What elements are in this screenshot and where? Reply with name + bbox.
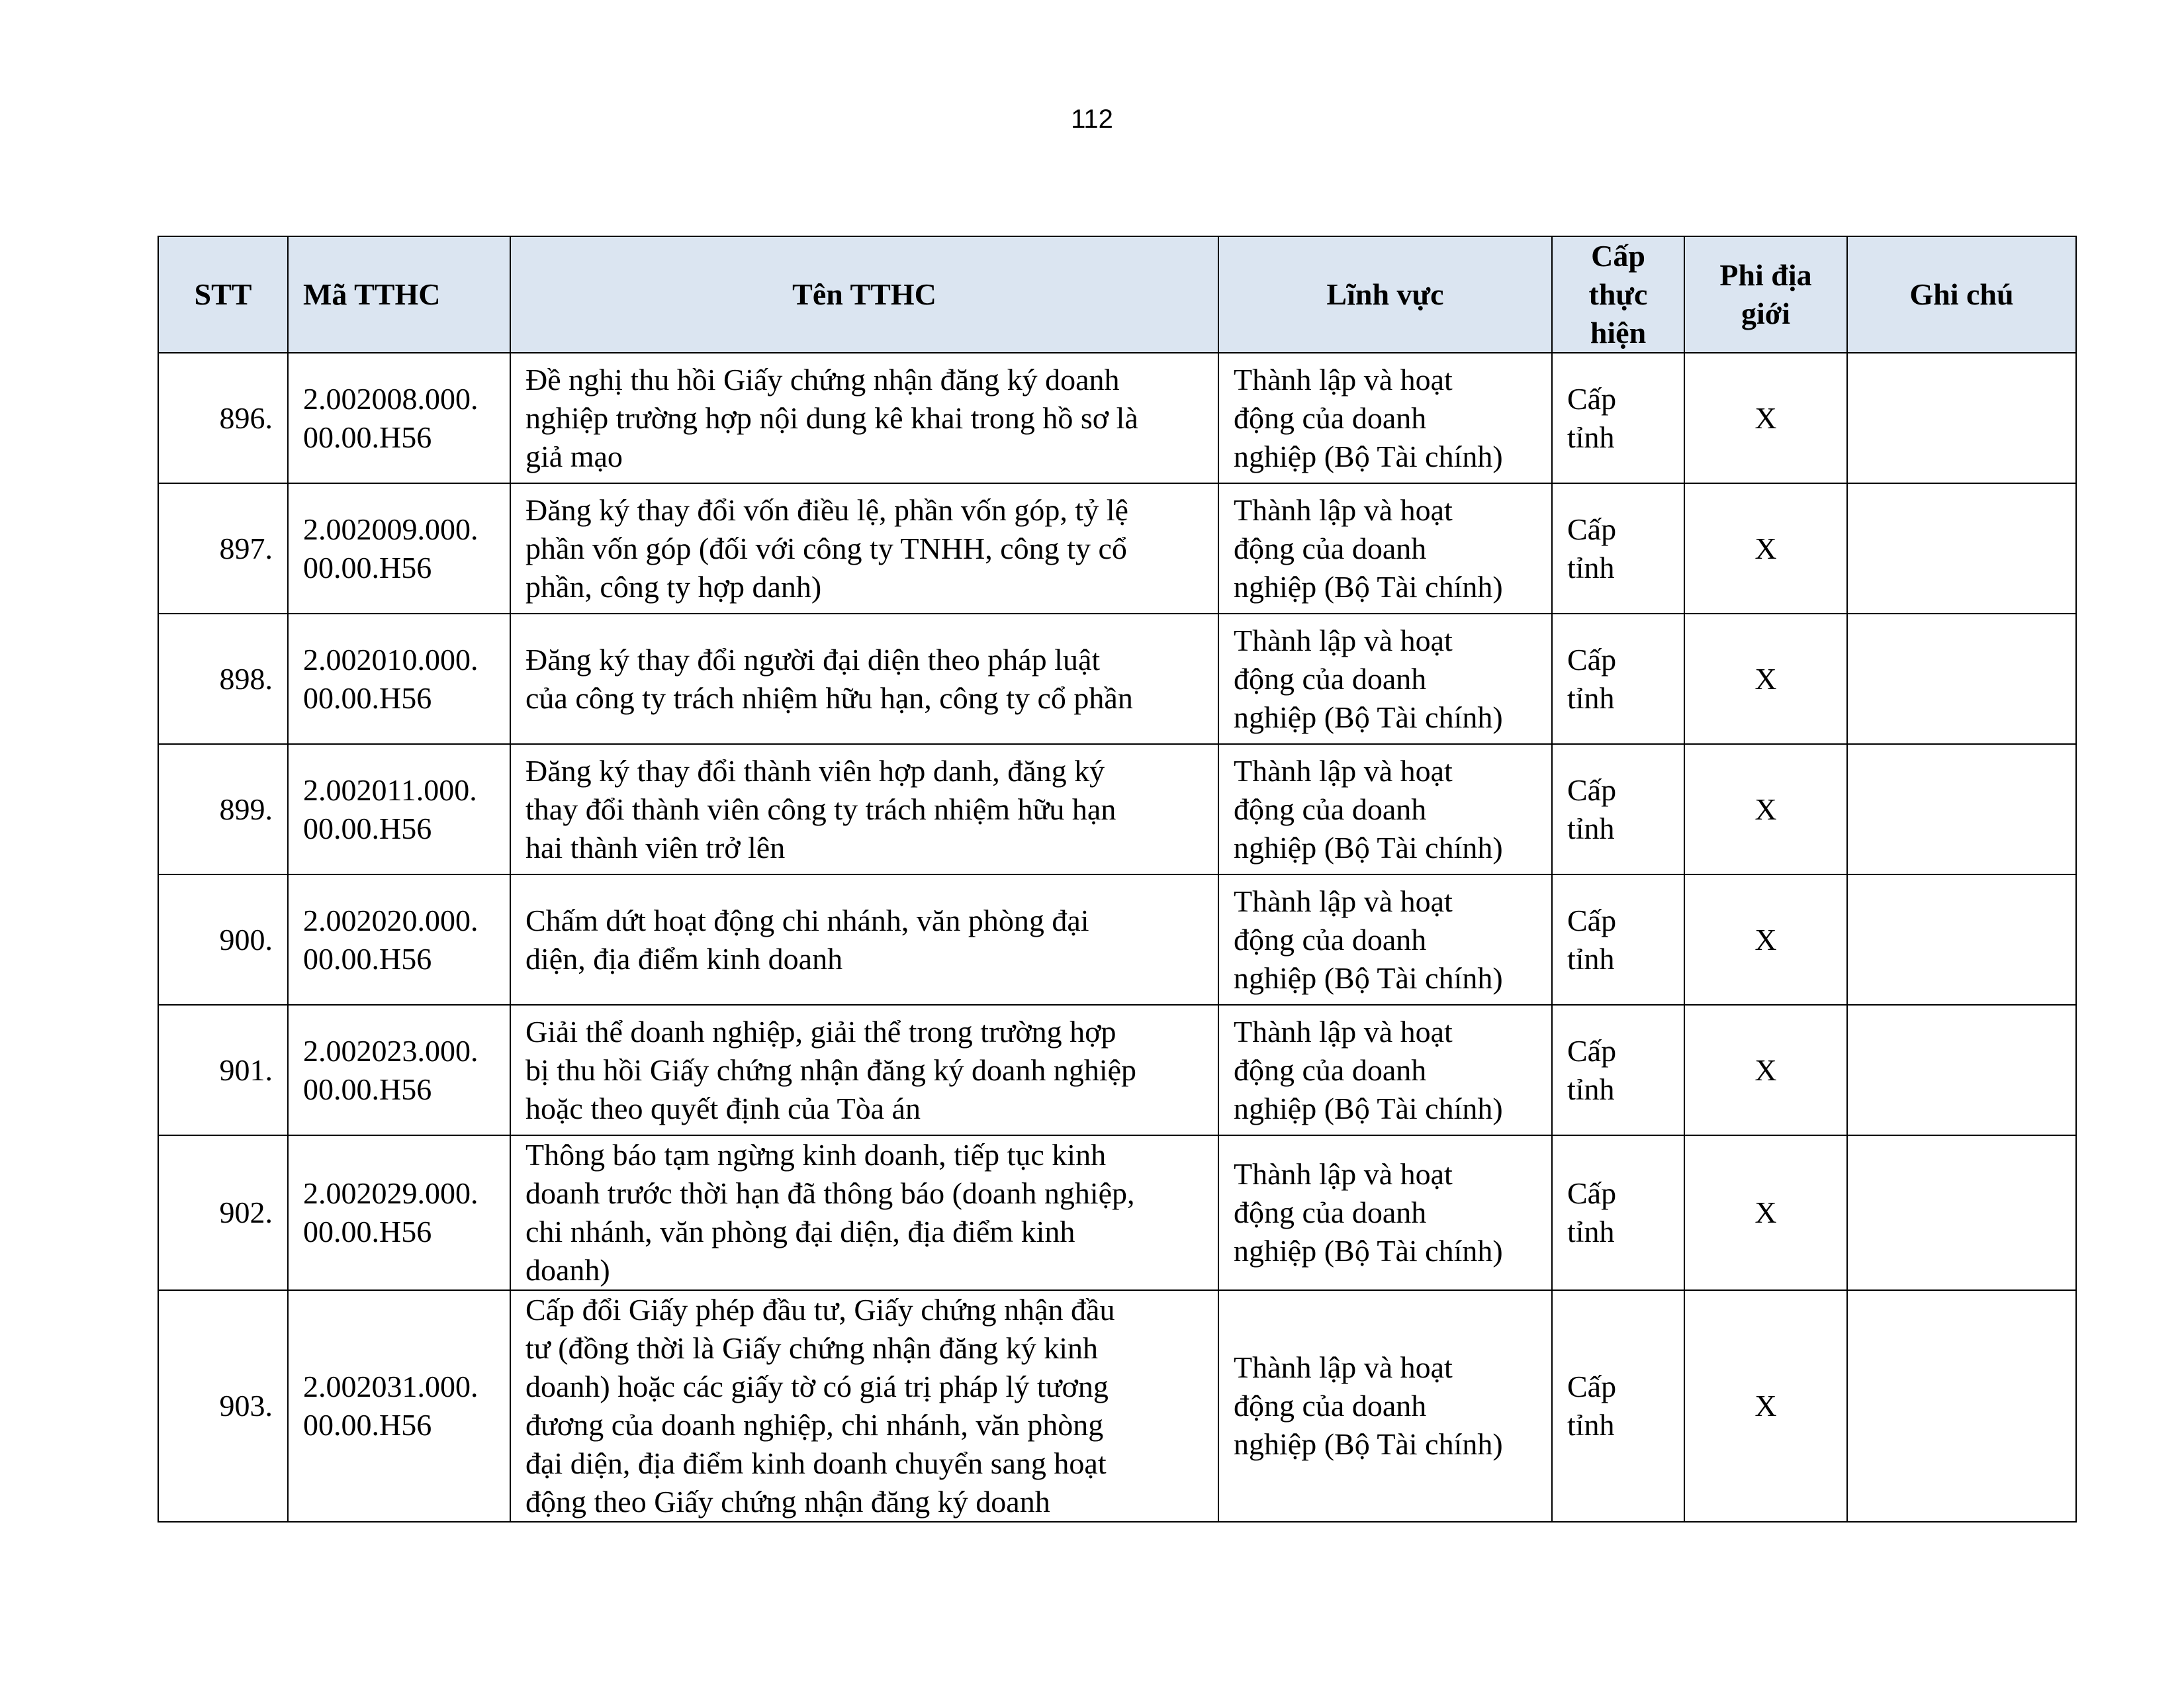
- cell-linh-vuc: Thành lập và hoạt động của doanh nghiệp (Bộ Tài chính): [1218, 1005, 1552, 1135]
- table-row: [158, 483, 2076, 614]
- cell-ma-tthc: 2.002008.000. 00.00.H56: [288, 353, 510, 483]
- cell-ten-tthc: Đăng ký thay đổi vốn điều lệ, phần vốn góp, tỷ lệ phần vốn góp (đối với công ty TNHH, công ty cổ phần, công ty hợp danh): [510, 483, 1218, 614]
- cell-stt: 898.: [158, 614, 288, 744]
- header-phi-dia-gioi: Phi địa giới: [1684, 236, 1847, 353]
- cell-stt: 901.: [158, 1005, 288, 1135]
- header-ten-tthc: Tên TTHC: [510, 236, 1218, 353]
- cell-phi-dia-gioi: X: [1684, 483, 1847, 614]
- cell-phi-dia-gioi: X: [1684, 1290, 1847, 1522]
- header-ghi-chu: Ghi chú: [1847, 236, 2076, 353]
- cell-ghi-chu: [1847, 744, 2076, 874]
- cell-cap-thuc-hien: Cấp tỉnh: [1552, 1290, 1684, 1522]
- page-number: 112: [1071, 105, 1113, 134]
- table-row: [158, 1005, 2076, 1135]
- cell-stt: 897.: [158, 483, 288, 614]
- cell-ghi-chu: [1847, 1005, 2076, 1135]
- cell-ten-tthc: Thông báo tạm ngừng kinh doanh, tiếp tục kinh doanh trước thời hạn đã thông báo (doanh nghiệp, chi nhánh, văn phòng đại diện, địa điểm kinh doanh): [510, 1135, 1218, 1290]
- header-stt: STT: [158, 236, 288, 353]
- table-row: [158, 1290, 2076, 1522]
- cell-ma-tthc: 2.002023.000. 00.00.H56: [288, 1005, 510, 1135]
- cell-ghi-chu: [1847, 874, 2076, 1005]
- cell-linh-vuc: Thành lập và hoạt động của doanh nghiệp (Bộ Tài chính): [1218, 483, 1552, 614]
- cell-phi-dia-gioi: X: [1684, 874, 1847, 1005]
- cell-ten-tthc: Chấm dứt hoạt động chi nhánh, văn phòng đại diện, địa điểm kinh doanh: [510, 874, 1218, 1005]
- cell-ma-tthc: 2.002031.000. 00.00.H56: [288, 1290, 510, 1522]
- header-linh-vuc: Lĩnh vực: [1218, 236, 1552, 353]
- cell-phi-dia-gioi: X: [1684, 1135, 1847, 1290]
- cell-ma-tthc: 2.002010.000. 00.00.H56: [288, 614, 510, 744]
- cell-ten-tthc: Đăng ký thay đổi người đại diện theo pháp luật của công ty trách nhiệm hữu hạn, công ty cổ phần: [510, 614, 1218, 744]
- header-cap-thuc-hien: Cấp thực hiện: [1552, 236, 1684, 353]
- cell-stt: 903.: [158, 1290, 288, 1522]
- cell-ma-tthc: 2.002020.000. 00.00.H56: [288, 874, 510, 1005]
- cell-stt: 896.: [158, 353, 288, 483]
- table-header-row: [158, 236, 2076, 353]
- tthc-table: [158, 236, 2077, 1523]
- cell-phi-dia-gioi: X: [1684, 353, 1847, 483]
- cell-ghi-chu: [1847, 614, 2076, 744]
- cell-linh-vuc: Thành lập và hoạt động của doanh nghiệp (Bộ Tài chính): [1218, 614, 1552, 744]
- cell-ma-tthc: 2.002009.000. 00.00.H56: [288, 483, 510, 614]
- cell-cap-thuc-hien: Cấp tỉnh: [1552, 353, 1684, 483]
- cell-ma-tthc: 2.002029.000. 00.00.H56: [288, 1135, 510, 1290]
- cell-cap-thuc-hien: Cấp tỉnh: [1552, 1135, 1684, 1290]
- cell-cap-thuc-hien: Cấp tỉnh: [1552, 614, 1684, 744]
- cell-linh-vuc: Thành lập và hoạt động của doanh nghiệp (Bộ Tài chính): [1218, 353, 1552, 483]
- cell-ghi-chu: [1847, 1290, 2076, 1522]
- cell-phi-dia-gioi: X: [1684, 614, 1847, 744]
- table-row: [158, 353, 2076, 483]
- cell-phi-dia-gioi: X: [1684, 744, 1847, 874]
- cell-ghi-chu: [1847, 1135, 2076, 1290]
- cell-linh-vuc: Thành lập và hoạt động của doanh nghiệp (Bộ Tài chính): [1218, 744, 1552, 874]
- cell-stt: 902.: [158, 1135, 288, 1290]
- cell-cap-thuc-hien: Cấp tỉnh: [1552, 744, 1684, 874]
- cell-phi-dia-gioi: X: [1684, 1005, 1847, 1135]
- cell-ten-tthc: Đăng ký thay đổi thành viên hợp danh, đăng ký thay đổi thành viên công ty trách nhiệm hữu hạn hai thành viên trở lên: [510, 744, 1218, 874]
- cell-ghi-chu: [1847, 353, 2076, 483]
- cell-ma-tthc: 2.002011.000. 00.00.H56: [288, 744, 510, 874]
- cell-linh-vuc: Thành lập và hoạt động của doanh nghiệp (Bộ Tài chính): [1218, 1135, 1552, 1290]
- cell-ten-tthc: Đề nghị thu hồi Giấy chứng nhận đăng ký doanh nghiệp trường hợp nội dung kê khai trong hồ sơ là giả mạo: [510, 353, 1218, 483]
- cell-ten-tthc: Cấp đổi Giấy phép đầu tư, Giấy chứng nhận đầu tư (đồng thời là Giấy chứng nhận đăng ký kinh doanh) hoặc các giấy tờ có giá trị pháp lý tương đương của doanh nghiệp, chi nhánh, văn phòng đại diện, địa điểm kinh doanh chuyển sang hoạt động theo Giấy chứng nhận đăng ký doanh: [510, 1290, 1218, 1522]
- table-row: [158, 744, 2076, 874]
- cell-ten-tthc: Giải thể doanh nghiệp, giải thể trong trường hợp bị thu hồi Giấy chứng nhận đăng ký doanh nghiệp hoặc theo quyết định của Tòa án: [510, 1005, 1218, 1135]
- table-row: [158, 614, 2076, 744]
- cell-cap-thuc-hien: Cấp tỉnh: [1552, 1005, 1684, 1135]
- table-row: [158, 874, 2076, 1005]
- cell-cap-thuc-hien: Cấp tỉnh: [1552, 874, 1684, 1005]
- cell-ghi-chu: [1847, 483, 2076, 614]
- cell-stt: 900.: [158, 874, 288, 1005]
- header-ma-tthc: Mã TTHC: [288, 236, 510, 353]
- cell-cap-thuc-hien: Cấp tỉnh: [1552, 483, 1684, 614]
- cell-stt: 899.: [158, 744, 288, 874]
- cell-linh-vuc: Thành lập và hoạt động của doanh nghiệp (Bộ Tài chính): [1218, 874, 1552, 1005]
- table-row: [158, 1135, 2076, 1290]
- cell-linh-vuc: Thành lập và hoạt động của doanh nghiệp (Bộ Tài chính): [1218, 1290, 1552, 1522]
